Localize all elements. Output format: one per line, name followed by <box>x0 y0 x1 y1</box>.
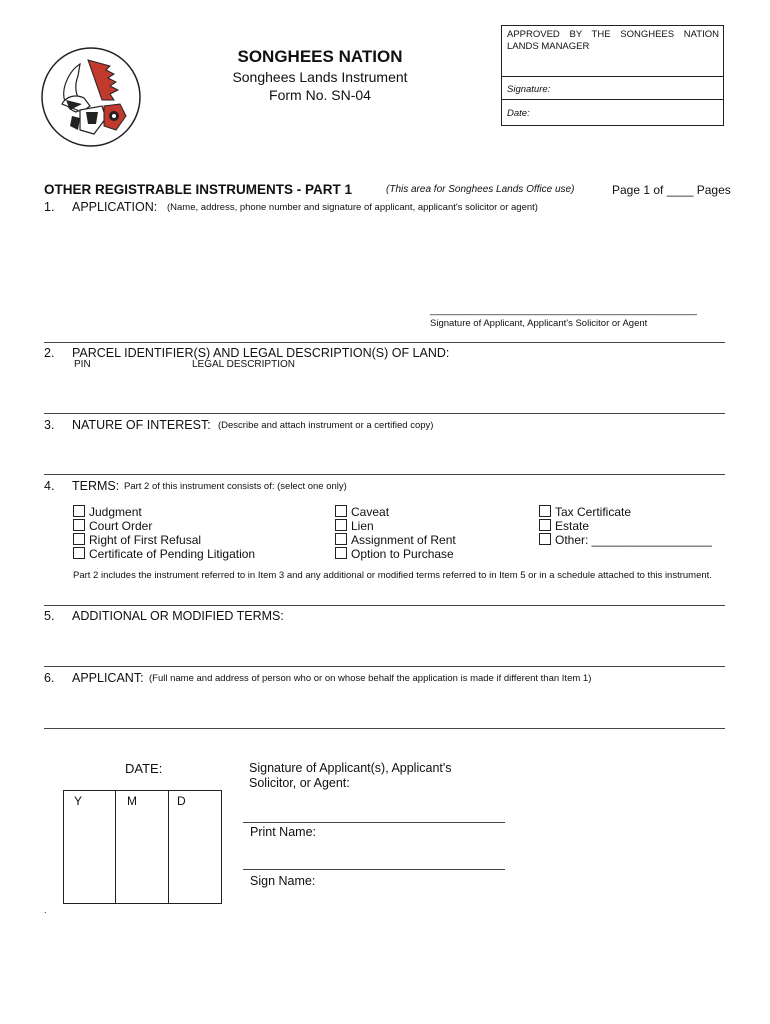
approval-date-label: Date: <box>507 108 530 119</box>
checkbox-label: Right of First Refusal <box>89 533 202 547</box>
checkbox-caveat[interactable] <box>335 505 456 519</box>
section-2-number: 2. <box>44 346 55 360</box>
section-1-number: 1. <box>44 200 55 214</box>
date-year-header: Y <box>74 794 83 808</box>
section-1-hint: (Name, address, phone number and signature of applicant, applicant's solicitor or agent) <box>167 202 538 213</box>
checkbox-box[interactable] <box>335 533 347 545</box>
divider-1 <box>44 342 725 343</box>
checkbox-label: Caveat <box>351 505 390 519</box>
terms-column-1 <box>73 505 255 561</box>
sign-name-line[interactable] <box>243 869 505 870</box>
terms-column-2 <box>335 505 456 561</box>
divider-4 <box>44 605 725 606</box>
page-count: Page 1 of ____ Pages <box>612 183 731 197</box>
date-table[interactable] <box>63 790 222 904</box>
checkbox-estate[interactable] <box>539 519 712 533</box>
checkbox-box[interactable] <box>335 519 347 531</box>
checkbox-option-to-purchase[interactable] <box>335 547 456 561</box>
applicant-signature-label: Signature of Applicant, Applicant's Solicitor or Agent <box>430 318 648 329</box>
checkbox-box[interactable] <box>335 505 347 517</box>
checkbox-box[interactable] <box>539 533 551 545</box>
checkbox-label: Other: __________________ <box>555 533 712 547</box>
checkbox-box[interactable] <box>539 505 551 517</box>
section-5-number: 5. <box>44 609 55 623</box>
print-name-line[interactable] <box>243 822 505 823</box>
section-5-title: ADDITIONAL OR MODIFIED TERMS: <box>72 609 284 623</box>
section-2-title: PARCEL IDENTIFIER(S) AND LEGAL DESCRIPTION(S) OF LAND: <box>72 346 450 360</box>
section-6-number: 6. <box>44 671 55 685</box>
print-name-label: Print Name: <box>250 825 316 839</box>
date-month-header: M <box>127 794 137 808</box>
section-4-note: Part 2 includes the instrument referred to in Item 3 and any additional or modified terms referred to in Item 5 or in a schedule attached to this instrument. <box>73 570 712 581</box>
approval-box <box>501 25 724 126</box>
form-title: OTHER REGISTRABLE INSTRUMENTS - PART 1 <box>44 182 353 197</box>
checkbox-tax-certificate[interactable] <box>539 505 712 519</box>
section-3-number: 3. <box>44 418 55 432</box>
checkbox-right-of-first-refusal[interactable] <box>73 533 255 547</box>
date-label: DATE: <box>125 761 163 776</box>
sign-name-label: Sign Name: <box>250 874 316 888</box>
footer-dot: . <box>44 905 47 915</box>
section-1-title: APPLICATION: <box>72 200 158 214</box>
footer-signature-label: Signature of Applicant(s), Applicant's Solicitor, or Agent: <box>249 761 452 790</box>
section-3-hint: (Describe and attach instrument or a certified copy) <box>218 420 434 431</box>
approval-signature-label: Signature: <box>507 84 551 95</box>
section-3-title: NATURE OF INTEREST: <box>72 418 211 432</box>
terms-column-3 <box>539 505 712 547</box>
checkbox-other[interactable] <box>539 533 712 547</box>
checkbox-label: Certificate of Pending Litigation <box>89 547 256 561</box>
checkbox-assignment-of-rent[interactable] <box>335 533 456 547</box>
applicant-signature-line[interactable]: ________________________________________________ <box>430 305 697 316</box>
checkbox-label: Tax Certificate <box>555 505 632 519</box>
section-4-hint: Part 2 of this instrument consists of: (select one only) <box>124 481 347 492</box>
instrument-title: Songhees Lands Instrument <box>232 69 408 85</box>
checkbox-label: Assignment of Rent <box>351 533 456 547</box>
approval-title: APPROVED BY THE SONGHEES NATION LANDS MANAGER <box>507 29 719 52</box>
section-6-hint: (Full name and address of person who or on whose behalf the application is made if different than Item 1) <box>149 673 592 684</box>
songhees-logo <box>40 46 142 148</box>
checkbox-box[interactable] <box>335 547 347 559</box>
checkbox-label: Estate <box>555 519 590 533</box>
divider-5 <box>44 666 725 667</box>
checkbox-label: Lien <box>351 519 374 533</box>
section-4-number: 4. <box>44 479 55 493</box>
office-use-note: (This area for Songhees Lands Office use) <box>386 184 575 195</box>
checkbox-label: Option to Purchase <box>351 547 454 561</box>
checkbox-label: Judgment <box>89 505 142 519</box>
checkbox-box[interactable] <box>539 519 551 531</box>
form-number: Form No. SN-04 <box>269 87 371 103</box>
checkbox-lien[interactable] <box>335 519 456 533</box>
checkbox-judgment[interactable] <box>73 505 255 519</box>
section-6-title: APPLICANT: <box>72 671 144 685</box>
checkbox-box[interactable] <box>73 547 85 559</box>
checkbox-certificate-pending-litigation[interactable] <box>73 547 255 561</box>
date-day-header: D <box>177 794 186 808</box>
divider-3 <box>44 474 725 475</box>
checkbox-box[interactable] <box>73 505 85 517</box>
section-4-title: TERMS: <box>72 479 120 493</box>
checkbox-box[interactable] <box>73 519 85 531</box>
checkbox-label: Court Order <box>89 519 153 533</box>
checkbox-court-order[interactable] <box>73 519 255 533</box>
divider-2 <box>44 413 725 414</box>
pin-label: PIN <box>74 359 91 370</box>
legal-description-label: LEGAL DESCRIPTION <box>192 359 295 370</box>
divider-6 <box>44 728 725 729</box>
checkbox-box[interactable] <box>73 533 85 545</box>
org-name: SONGHEES NATION <box>237 47 403 66</box>
